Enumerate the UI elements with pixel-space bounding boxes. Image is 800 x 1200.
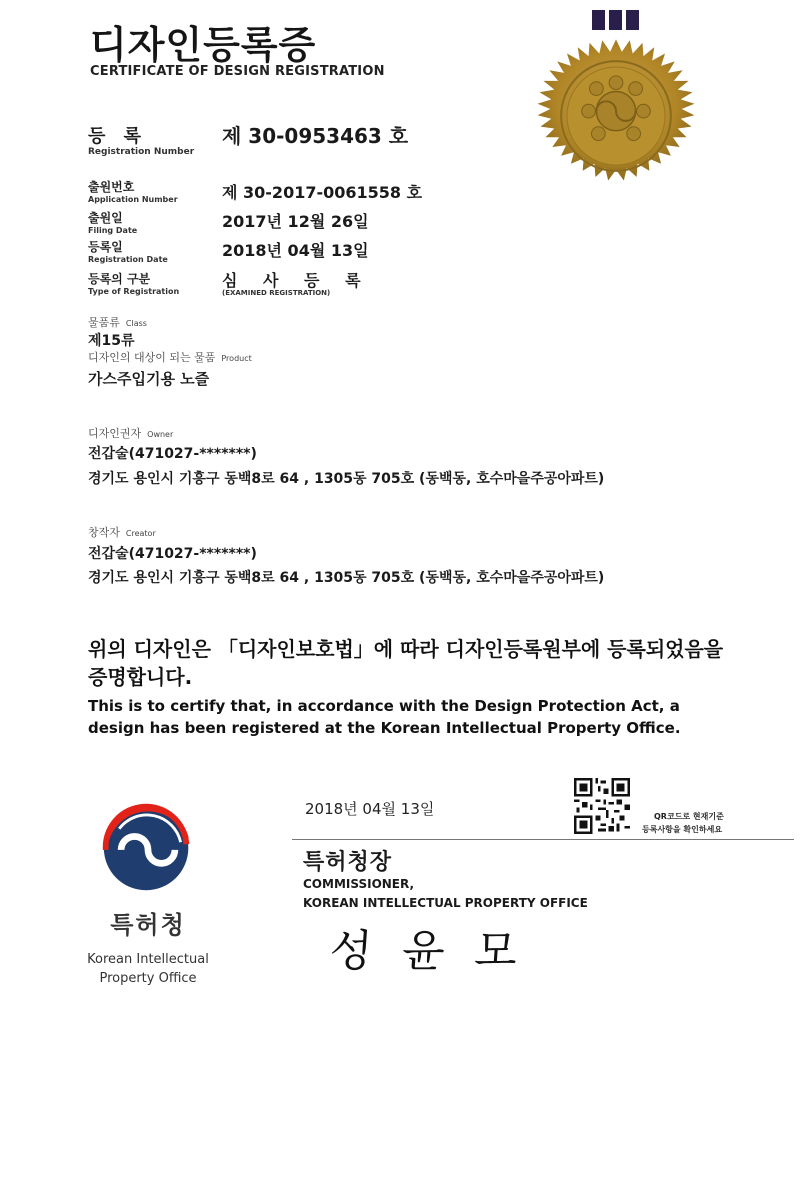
issue-date: 2018년 04월 13일	[305, 800, 435, 818]
commissioner-title-ko: 특허청장	[303, 850, 393, 875]
product-label-en: Product	[221, 354, 252, 363]
divider-line	[292, 839, 794, 840]
creator-name: 전갑술(471027-*******)	[88, 546, 257, 562]
registration-label-en: Registration Number	[88, 147, 195, 157]
creator-label	[88, 524, 156, 540]
application-number-value: 제 30-2017-0061558 호	[222, 183, 423, 202]
class-value: 제15류	[88, 333, 135, 349]
kipo-name-en-line1: Korean Intellectual	[87, 952, 209, 967]
certificate-title-en: CERTIFICATE OF DESIGN REGISTRATION	[90, 64, 385, 79]
commissioner-title-en-line2: KOREAN INTELLECTUAL PROPERTY OFFICE	[303, 896, 588, 910]
registration-type-label-ko: 등록의 구분	[88, 272, 151, 286]
owner-label	[88, 425, 173, 441]
certification-text-en: This is to certify that, in accordance with the Design Protection Act, a design has been registered at the Korean Intellectual Property Office.	[88, 697, 681, 737]
class-label-ko: 물품류	[88, 316, 120, 329]
qr-note-line1: QR코드로 현재기준	[654, 812, 724, 821]
registration-date-label-ko: 등록일	[88, 240, 123, 254]
qr-note-line2: 등록사항을 확인하세요	[642, 825, 723, 834]
registration-type-value: 심 사 등 록	[222, 271, 371, 290]
gold-seal-icon	[518, 18, 714, 214]
creator-address: 경기도 용인시 기흥구 동백8로 64 , 1305동 705호 (동백동, 호수마을주공아파트)	[88, 570, 605, 586]
kipo-taegeuk-logo-icon	[100, 800, 196, 896]
application-number-label-en: Application Number	[88, 195, 178, 204]
owner-label-en: Owner	[147, 430, 174, 439]
commissioner-signature: 성윤모	[327, 926, 549, 977]
registration-label-ko: 등 록	[88, 126, 148, 147]
qr-note	[642, 810, 724, 836]
kipo-name-en-line2: Property Office	[99, 971, 197, 986]
registration-date-value: 2018년 04월 13일	[222, 241, 369, 260]
qr-code-icon[interactable]	[573, 778, 631, 834]
commissioner-title-en-line1: COMMISSIONER,	[303, 877, 415, 891]
certification-text-ko: 위의 디자인은 「디자인보호법」에 따라 디자인등록원부에 등록되었음을 증명합니다.	[88, 637, 724, 689]
class-label	[88, 314, 147, 330]
commissioner-title-en	[303, 875, 588, 913]
registration-date-label-en: Registration Date	[88, 255, 168, 264]
product-label-ko: 디자인의 대상이 되는 물품	[88, 351, 216, 364]
product-label	[88, 349, 252, 365]
registration-type-sub: (EXAMINED REGISTRATION)	[222, 289, 331, 297]
registration-number: 제 30-0953463 호	[222, 124, 409, 148]
kipo-name-ko: 특허청	[110, 911, 186, 939]
filing-date-label-ko: 출원일	[88, 211, 123, 225]
owner-name: 전갑술(471027-*******)	[88, 446, 257, 462]
filing-date-label-en: Filing Date	[88, 226, 138, 235]
owner-address: 경기도 용인시 기흥구 동백8로 64 , 1305동 705호 (동백동, 호수마을주공아파트)	[88, 471, 605, 487]
filing-date-value: 2017년 12월 26일	[222, 212, 369, 231]
owner-label-ko: 디자인권자	[88, 427, 142, 440]
kipo-name-en	[70, 950, 226, 988]
product-value: 가스주입기용 노즐	[88, 370, 210, 388]
class-label-en: Class	[125, 319, 147, 328]
creator-label-en: Creator	[125, 529, 156, 538]
creator-label-ko: 창작자	[88, 526, 120, 539]
application-number-label-ko: 출원번호	[88, 180, 135, 194]
registration-type-label-en: Type of Registration	[88, 287, 180, 296]
certificate-title-ko: 디자인등록증	[90, 23, 317, 67]
